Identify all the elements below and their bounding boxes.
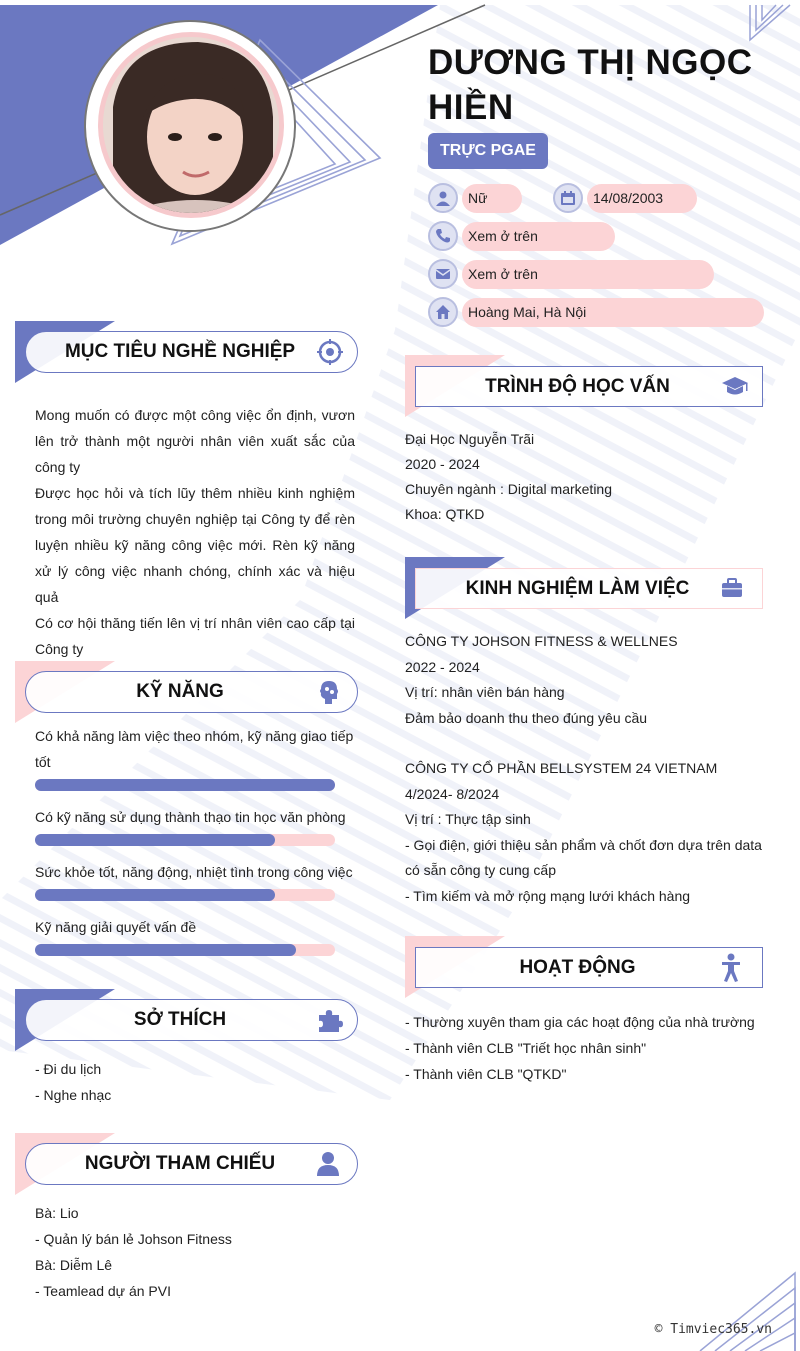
- activity-item: - Thành viên CLB "Triết học nhân sinh": [405, 1040, 647, 1056]
- skill-item: [35, 914, 355, 956]
- job-position: Vị trí : Thực tập sinh: [405, 811, 531, 827]
- address-value: Hoàng Mai, Hà Nội: [462, 298, 764, 327]
- activity-item: - Thành viên CLB "QTKD": [405, 1066, 567, 1082]
- profile-photo-frame: [84, 20, 296, 232]
- hobby-item: - Đi du lịch: [35, 1061, 102, 1077]
- job-position: Vị trí: nhân viên bán hàng: [405, 684, 565, 700]
- job-desc: Đảm bảo doanh thu theo đúng yêu cầu: [405, 709, 648, 726]
- skill-bar: [35, 889, 335, 901]
- email-row: [428, 259, 728, 291]
- activities-section-header: [405, 936, 765, 998]
- birthday-value: 14/08/2003: [587, 184, 697, 213]
- job-company: CÔNG TY JOHSON FITNESS & WELLNES: [405, 633, 678, 649]
- hobbies-text: [35, 1056, 355, 1108]
- skill-fill: [35, 779, 335, 791]
- phone-icon: [428, 221, 458, 251]
- objective-line: Được học hỏi và tích lũy thêm nhiều kinh nghiệm trong môi trường chuyên nghiệp tại Công ty để rèn luyện nhiều kỹ năng công việc mới. Rèn kỹ năng xử lý công việc nhanh chóng, chính xác và hiệu quả: [35, 485, 355, 605]
- gender-value: Nữ: [462, 184, 522, 213]
- job-title-badge: TRỰC PGAE: [428, 133, 548, 169]
- objective-line: Có cơ hội thăng tiến lên vị trí nhân viên cao cấp tại Công ty: [35, 615, 355, 657]
- skill-label: Kỹ năng giải quyết vấn đề: [35, 919, 197, 935]
- person-activity-icon: [721, 953, 741, 988]
- skill-fill: [35, 834, 275, 846]
- email-value: Xem ở trên: [462, 260, 714, 289]
- experience-section-header: [405, 557, 765, 619]
- profile-photo: [98, 32, 284, 218]
- phone-row: [428, 221, 628, 253]
- reference-line: Bà: Diễm Lê: [35, 1257, 113, 1273]
- hobby-item: - Nghe nhạc: [35, 1087, 112, 1103]
- education-text: [405, 427, 765, 527]
- reference-line: - Teamlead dự án PVI: [35, 1283, 171, 1299]
- skill-item: [35, 723, 355, 791]
- gender-row: [428, 183, 528, 215]
- hobbies-title: SỞ THÍCH: [133, 1009, 227, 1030]
- footer-watermark: © Timviec365.vn: [654, 1322, 772, 1337]
- education-line: Đại Học Nguyễn Trãi: [405, 431, 535, 447]
- skill-item: [35, 804, 355, 846]
- references-text: [35, 1200, 355, 1304]
- briefcase-icon: [721, 578, 743, 603]
- birthday-row: [553, 183, 703, 215]
- experience-text: [405, 629, 765, 909]
- candidate-name: DƯƠNG THỊ NGỌC HIỀN: [428, 43, 753, 127]
- objective-text: [35, 402, 355, 662]
- target-icon: [317, 339, 343, 370]
- hobbies-section-header: [15, 989, 360, 1051]
- skill-bar: [35, 779, 335, 791]
- education-line: Chuyên ngành : Digital marketing: [405, 481, 613, 497]
- job-period: 2022 - 2024: [405, 658, 480, 675]
- skill-fill: [35, 944, 296, 956]
- skills-title: KỸ NĂNG: [136, 681, 224, 702]
- user-icon: [428, 183, 458, 213]
- job-desc: - Gọi điện, giới thiệu sản phẩm và chốt đơn dựa trên data có sẵn công ty cung cấp: [405, 836, 762, 878]
- skill-label: Có kỹ năng sử dụng thành thạo tin học văn phòng: [35, 809, 346, 825]
- job-period: 4/2024- 8/2024: [405, 785, 500, 802]
- job-company: CÔNG TY CỔ PHẦN BELLSYSTEM 24 VIETNAM: [405, 760, 718, 776]
- skills-section-header: [15, 661, 360, 723]
- home-icon: [428, 297, 458, 327]
- objective-line: Mong muốn có được một công việc ổn định, vươn lên trở thành một người nhân viên xuất sắc của công ty: [35, 407, 355, 475]
- objective-title: MỤC TIÊU NGHỀ NGHIỆP: [64, 341, 296, 362]
- reference-line: Bà: Lio: [35, 1205, 79, 1221]
- skill-item: [35, 859, 355, 901]
- calendar-icon: [553, 183, 583, 213]
- activities-text: [405, 1009, 765, 1087]
- activity-item: - Thường xuyên tham gia các hoạt động của nhà trường: [405, 1014, 755, 1030]
- references-section-header: [15, 1133, 360, 1195]
- experience-title: KINH NGHIỆM LÀM VIỆC: [465, 578, 690, 599]
- education-line: 2020 - 2024: [405, 456, 480, 472]
- address-row: [428, 297, 768, 329]
- person-icon: [317, 1151, 339, 1182]
- reference-line: - Quản lý bán lẻ Johson Fitness: [35, 1231, 232, 1247]
- puzzle-icon: [317, 1007, 343, 1038]
- objective-section-header: [15, 321, 360, 383]
- education-section-header: [405, 355, 765, 417]
- job-desc: - Tìm kiếm và mở rộng mạng lưới khách hàng: [405, 887, 691, 904]
- skill-bar: [35, 944, 335, 956]
- education-title: TRÌNH ĐỘ HỌC VẤN: [485, 376, 670, 397]
- activities-title: HOẠT ĐỘNG: [519, 957, 636, 978]
- brain-icon: [317, 679, 341, 710]
- phone-value: Xem ở trên: [462, 222, 615, 251]
- education-line: Khoa: QTKD: [405, 506, 485, 522]
- graduation-cap-icon: [721, 375, 749, 404]
- skill-fill: [35, 889, 275, 901]
- references-title: NGƯỜI THAM CHIẾU: [84, 1153, 276, 1174]
- skill-label: Có khả năng làm việc theo nhóm, kỹ năng giao tiếp tốt: [35, 728, 354, 770]
- skill-label: Sức khỏe tốt, năng động, nhiệt tình trong công việc: [35, 864, 353, 880]
- mail-icon: [428, 259, 458, 289]
- skill-bar: [35, 834, 335, 846]
